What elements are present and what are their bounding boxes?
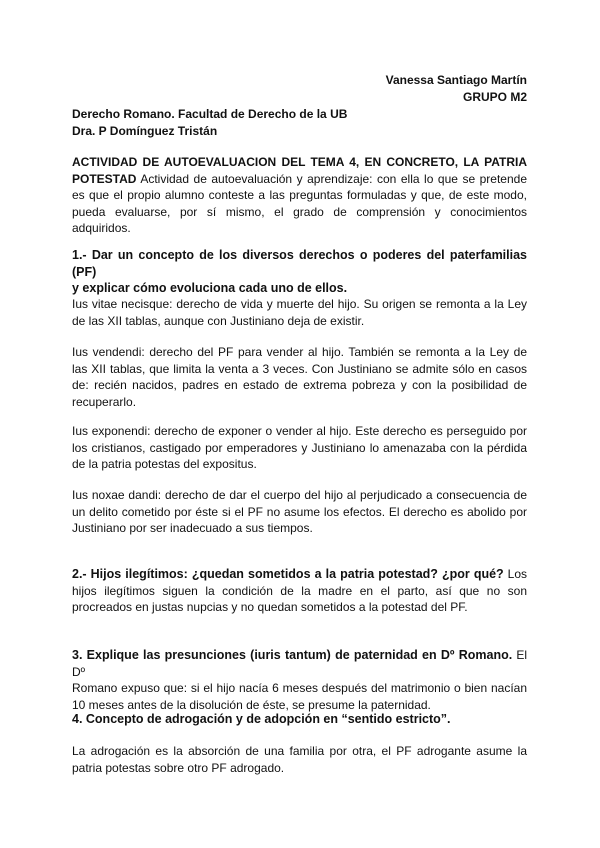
q1-ius-noxae	[72, 487, 527, 537]
q1-p1-line2: de las XII tablas, aunque con Justiniano deja de existir.	[72, 313, 365, 328]
q1-p2-line1: Ius vendendi: derecho del PF para vender al hijo. También se remonta a la Ley de	[72, 345, 527, 359]
q1-heading-line2: y explicar cómo evoluciona cada uno de ellos.	[72, 281, 348, 295]
group-label: GRUPO M2	[462, 90, 527, 104]
q1-p2-line2: las XII tablas, que limita la venta a 3 veces. Con Justiniano se admite sólo en casos	[72, 361, 527, 376]
author-name: Vanessa Santiago Martín	[385, 73, 527, 87]
q1-p1-line1: Ius vitae necisque: derecho de vida y muerte del hijo. Su origen se remonta a la Ley	[72, 297, 527, 311]
q4-line2: patria potestas sobre otro PF adrogado.	[72, 760, 285, 775]
q2-block	[72, 566, 527, 616]
q1-p4-line2: un delito cometido por éste si el PF no asume los efectos. El derecho es abolido por	[72, 504, 527, 519]
activity-title-rest: Actividad de autoevaluación y aprendizaje: con ella lo que se pretende	[140, 171, 527, 186]
q2-heading: 2.- Hijos ilegítimos: ¿quedan sometidos a la patria potestad? ¿por qué?	[72, 567, 504, 581]
activity-line3: es que el propio alumno conteste a las preguntas formuladas y que, de este modo,	[72, 188, 527, 202]
q2-line3: procreados en justas nupcias y no quedan sometidos a la potestad del PF.	[72, 600, 468, 614]
q3-line1	[72, 647, 527, 680]
q3-heading: 3. Explique las presunciones (iuris tantum) de paternidad en Dº Romano.	[72, 648, 513, 662]
q2-line2: hijos ilegítimos siguen la condición de la madre en el parto, así que no son	[72, 583, 527, 598]
q3-block	[72, 647, 527, 713]
q1-ius-vitae	[72, 296, 527, 329]
q1-p4-line1: Ius noxae dandi: derecho de dar el cuerpo del hijo al perjudicado a consecuencia de	[72, 488, 527, 502]
q4-line1: La adrogación es la absorción de una familia por otra, el PF adrogante asume la	[72, 744, 527, 758]
course-title: Derecho Romano. Facultad de Derecho de la UB	[72, 107, 348, 121]
q3-line2: Romano expuso que: si el hijo nacía 6 meses después del matrimonio o bien nacían	[72, 681, 527, 695]
q2-line1-rest: Los	[507, 567, 527, 581]
q1-ius-exponendi	[72, 423, 527, 473]
q1-p2-line3: de: recién nacidos, padres en estado de extrema pobreza y con la posibilidad de	[72, 378, 527, 392]
activity-title-bold: POTESTAD	[72, 171, 137, 186]
q4-answer	[72, 743, 527, 776]
q1-p3-line1: Ius exponendi: derecho de exponer o vender al hijo. Este derecho es perseguido por	[72, 424, 527, 438]
q1-p2-line4: recuperarlo.	[72, 394, 137, 409]
q3-line1-rest: El Dº	[72, 648, 528, 679]
activity-line5: adquiridos.	[72, 221, 131, 235]
activity-title-line1: ACTIVIDAD DE AUTOEVALUACION DEL TEMA 4, EN CONCRETO, LA PATRIA	[72, 155, 527, 169]
q3-line3: 10 meses antes de la disolución de éste, se presume la paternidad.	[72, 697, 431, 712]
q4-heading: 4. Concepto de adrogación y de adopción en “sentido estricto”.	[72, 712, 451, 726]
q1-p3-line2: los cristianos, castigado por emperadores y Justiniano lo amenazaba con la pérdida	[72, 440, 527, 455]
q1-ius-vendendi	[72, 344, 527, 410]
q1-p3-line3: de la patria potestas del expositus.	[72, 457, 257, 471]
q2-line1	[72, 566, 527, 583]
q1-heading	[72, 247, 527, 297]
activity-intro	[72, 154, 527, 237]
q1-p4-line3: Justiniano por ser inadecuado a sus tiempos.	[72, 521, 313, 535]
activity-title-line2	[72, 171, 527, 188]
activity-line4: pueda evaluarse, por sí mismo, el grado de comprensión y conocimientos	[72, 204, 527, 219]
q1-heading-line1: 1.- Dar un concepto de los diversos derechos o poderes del paterfamilias (PF)	[72, 248, 527, 279]
professor-name: Dra. P Domínguez Tristán	[72, 124, 218, 138]
